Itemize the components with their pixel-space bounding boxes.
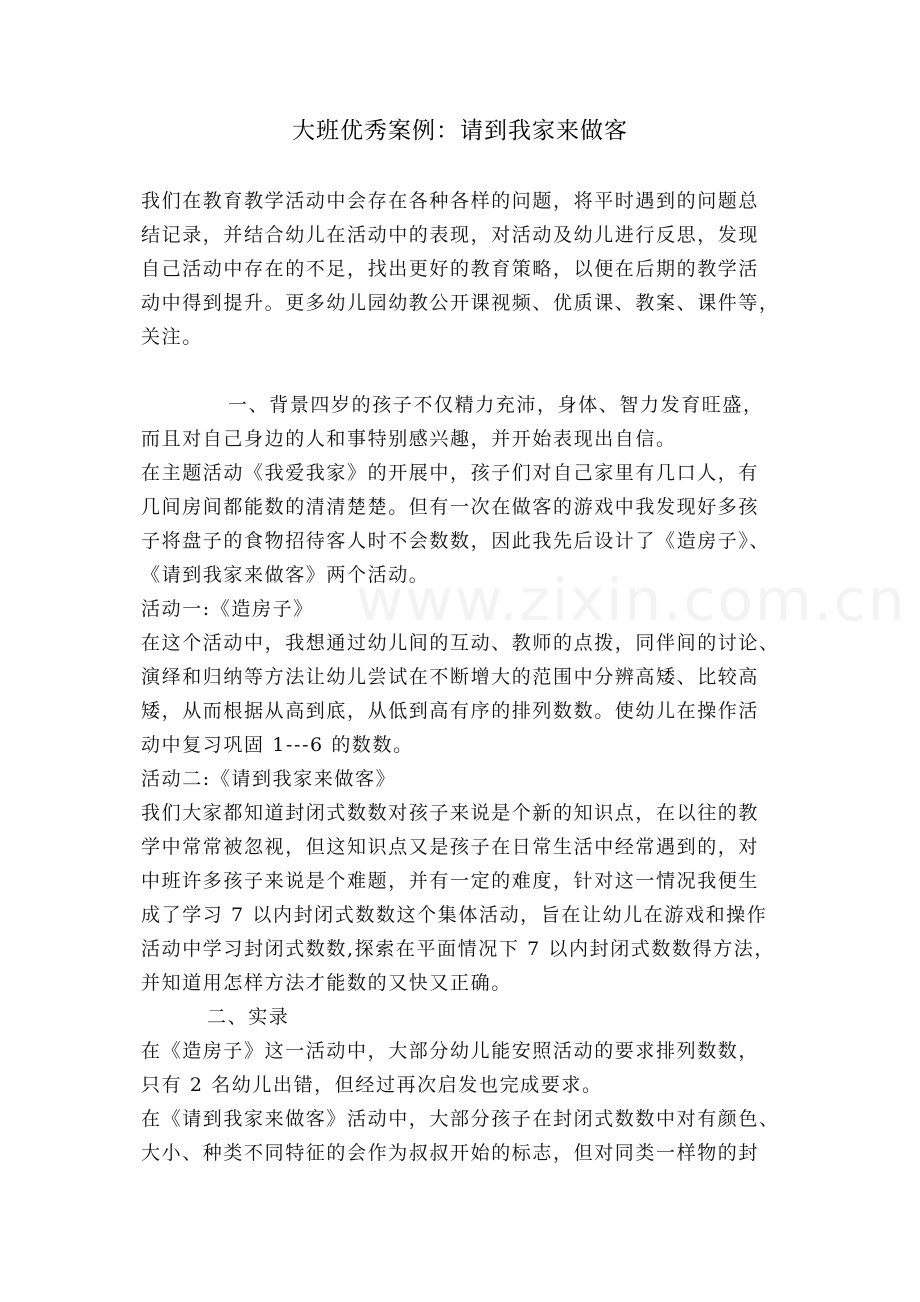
activity-two-heading: 活动二:《请到我家来做客》	[141, 768, 397, 790]
text-line: 在这个活动中，我想通过幼儿间的互动、教师的点拨，同伴间的讨论、	[141, 632, 780, 654]
text-line: 结记录，并结合幼儿在活动中的表现，对活动及幼儿进行反思，发现	[141, 224, 760, 246]
section-heading-record: 二、实录	[207, 1006, 290, 1028]
text-line: 在《造房子》这一活动中，大部分幼儿能安照活动的要求排列数数，	[141, 1040, 760, 1062]
text-line: 并知道用怎样方法才能数的又快又正确。	[141, 972, 512, 994]
text-line: 学中常常被忽视，但这知识点又是孩子在日常生活中经常遇到的，对	[141, 836, 760, 858]
activity-one-heading: 活动一:《造房子》	[141, 598, 314, 620]
text-line: 《请到我家来做客》两个活动。	[141, 564, 430, 586]
text-line: 我们大家都知道封闭式数数对孩子来说是个新的知识点，在以往的教	[141, 802, 760, 824]
text-line: 演绎和归纳等方法让幼儿尝试在不断增大的范围中分辨高矮、比较高	[141, 666, 760, 688]
text-line: 自己活动中存在的不足，找出更好的教育策略，以便在后期的教学活	[141, 258, 760, 280]
text-line: 在主题活动《我爱我家》的开展中，孩子们对自己家里有几口人，有	[141, 462, 760, 484]
page-title: 大班优秀案例：请到我家来做客	[292, 118, 628, 144]
text-line: 成了学习 7 以内封闭式数数这个集体活动，旨在让幼儿在游戏和操作	[141, 904, 768, 926]
text-line: 中班许多孩子来说是个难题，并有一定的难度，针对这一情况我便生	[141, 870, 760, 892]
text-line: 活动中学习封闭式数数,探索在平面情况下 7 以内封闭式数数得方法，	[141, 938, 776, 960]
section-heading-background: 一、背景四岁的孩子不仅精力充沛，身体、智力发育旺盛，	[228, 394, 764, 416]
text-line: 动中复习巩固 1---6 的数数。	[141, 734, 414, 756]
text-line: 关注。	[141, 326, 203, 348]
text-line: 几间房间都能数的清清楚楚。但有一次在做客的游戏中我发现好多孩	[141, 496, 760, 518]
text-line: 在《请到我家来做客》活动中，大部分孩子在封闭式数数中对有颜色、	[141, 1108, 780, 1130]
text-line: 大小、种类不同特征的会作为叔叔开始的标志，但对同类一样物的封	[141, 1142, 760, 1164]
text-line: 矮，从而根据从高到底，从低到高有序的排列数数。使幼儿在操作活	[141, 700, 760, 722]
text-line: 只有 2 名幼儿出错，但经过再次启发也完成要求。	[141, 1074, 603, 1096]
paragraph-gap	[141, 354, 821, 388]
text-line: 我们在教育教学活动中会存在各种各样的问题，将平时遇到的问题总	[141, 190, 760, 212]
text-line: 子将盘子的食物招待客人时不会数数，因此我先后设计了《造房子》、	[141, 530, 771, 552]
text-line: 动中得到提升。更多幼儿园幼教公开课视频、优质课、教案、课件等，	[141, 292, 780, 314]
text-line: 而且对自己身边的人和事特别感兴趣，并开始表现出自信。	[141, 428, 677, 450]
watermark: www.zixin.com.cn	[356, 566, 907, 634]
document-body	[141, 184, 821, 1170]
